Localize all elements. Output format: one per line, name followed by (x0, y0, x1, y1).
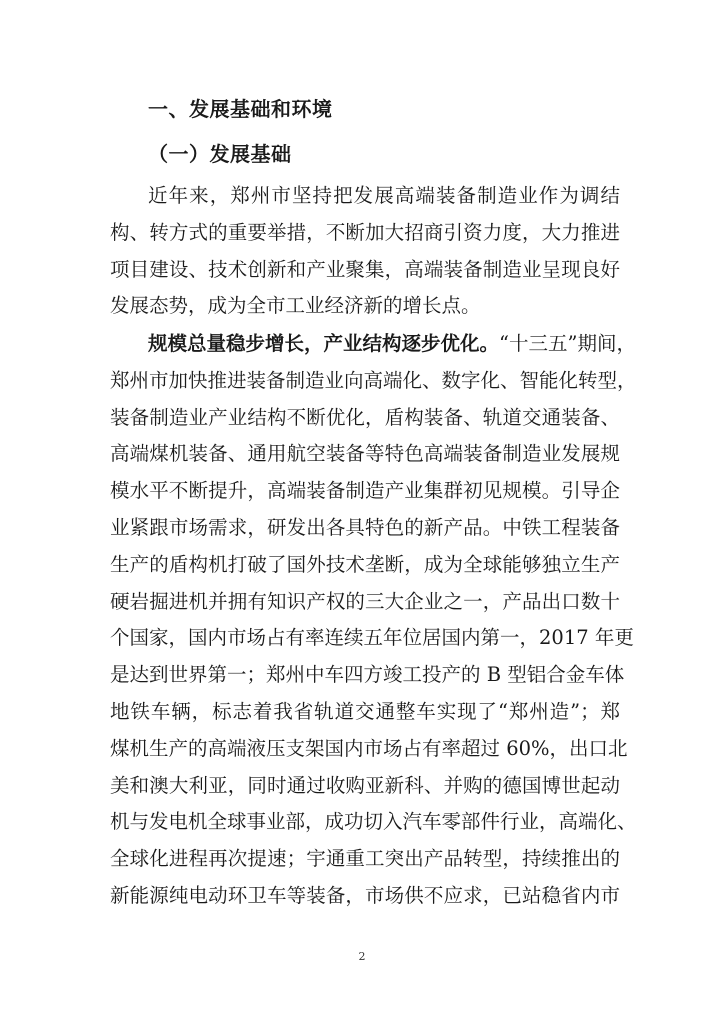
paragraph-lead-sentence: 规模总量稳步增长，产业结构逐步优化。 (148, 332, 500, 355)
paragraph-line: 模水平不断提升，高端装备制造产业集群初见规模。引导企 (110, 479, 620, 503)
paragraph-lead-continuation: “十三五”期间， (499, 332, 636, 355)
paragraph-line: 美和澳大利亚，同时通过收购亚新科、并购的德国博世起动 (110, 773, 620, 797)
paragraph-line: 高端煤机装备、通用航空装备等特色高端装备制造业发展规 (110, 442, 620, 466)
paragraph-line: 项目建设、技术创新和产业聚集，高端装备制造业呈现良好 (110, 257, 620, 281)
page-number: 2 (358, 950, 366, 963)
paragraph-line: 郑州市加快推进装备制造业向高端化、数字化、智能化转型， (110, 368, 637, 392)
paragraph-line: 全球化进程再次提速；宇通重工突出产品转型，持续推出的 (110, 847, 620, 871)
paragraph-line: 硬岩掘进机并拥有知识产权的三大企业之一，产品出口数十 (110, 589, 620, 613)
paragraph-line: 业紧跟市场需求，研发出各具特色的新产品。中铁工程装备 (110, 515, 620, 539)
paragraph-line: 构、转方式的重要举措，不断加大招商引资力度，大力推进 (110, 220, 620, 244)
paragraph-line: 新能源纯电动环卫车等装备，市场供不应求，已站稳省内市 (110, 883, 620, 907)
paragraph-line: 发展态势，成为全市工业经济新的增长点。 (110, 294, 481, 318)
paragraph-development-overview (110, 178, 620, 325)
paragraph-line: 生产的盾构机打破了国外技术垄断，成为全球能够独立生产 (110, 552, 620, 576)
paragraph-line: 装备制造业产业结构不断优化，盾构装备、轨道交通装备、 (110, 405, 620, 429)
paragraph-scale-growth (110, 326, 637, 915)
paragraph-line: 近年来，郑州市坚持把发展高端装备制造业作为调结 (148, 184, 620, 207)
paragraph-line: 个国家，国内市场占有率连续五年位居国内第一，2017 年更 (110, 626, 634, 650)
subsection-heading: （一）发展基础 (148, 142, 292, 166)
paragraph-first-line (110, 326, 636, 363)
paragraph-line: 是达到世界第一；郑州中车四方竣工投产的 B 型铝合金车体 (110, 663, 625, 687)
paragraph-line: 机与发电机全球事业部，成功切入汽车零部件行业，高端化、 (110, 810, 637, 834)
paragraph-line: 煤机生产的高端液压支架国内市场占有率超过 60%，出口北 (110, 736, 628, 760)
paragraph-line: 地铁车辆，标志着我省轨道交通整车实现了“郑州造”；郑 (110, 699, 620, 723)
section-heading: 一、发展基础和环境 (148, 97, 333, 121)
